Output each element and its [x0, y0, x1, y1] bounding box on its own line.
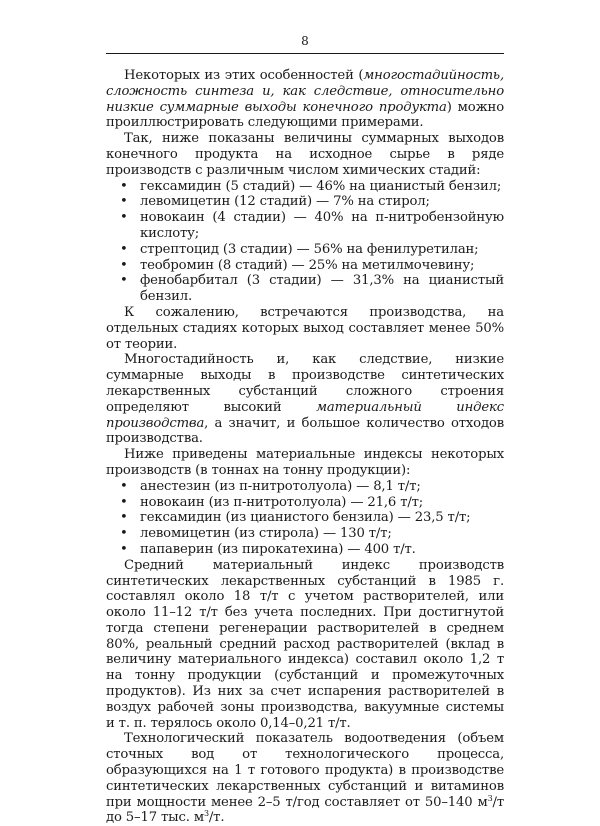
bullet-icon: • [120, 194, 128, 210]
list-item: • гексамидин (5 стадий) — 46% на цианистый бензил; [120, 178, 502, 194]
list-item: • левомицетин (из стирола) — 130 т/т; [120, 526, 392, 542]
bullet-icon: • [120, 510, 128, 526]
list-item: • новокаин (из п-нитротолуола) — 21,6 т/т; [120, 494, 424, 510]
italic-phrase: многостадийность, сложность синтеза и, как следствие, относительно низкие суммарные выходы конечного продукта [106, 68, 504, 115]
list-item: • фенобарбитал (3 стадии) — 31,3% на цианистый бензил. [120, 273, 504, 305]
italic-phrase: материальный индекс производства [106, 399, 504, 431]
paragraph-5: Ниже приведены материальные индексы некоторых производств (в тоннах на тонну продукции): [106, 447, 504, 478]
bullet-icon: • [120, 241, 128, 257]
list-item: • анестезин (из п-нитротолуола) — 8,1 т/т; [120, 478, 421, 494]
header-rule [106, 53, 504, 54]
list-item: • папаверин (из пирокатехина) — 400 т/т. [120, 541, 416, 557]
list-item: • теобромин (8 стадий) — 25% на метилмочевину; [120, 257, 475, 273]
list-item: • новокаин (4 стадии) — 40% на п-нитробензойную кислоту; [120, 210, 504, 241]
bullet-icon: • [120, 210, 128, 226]
yield-list [106, 179, 504, 305]
paragraph-7: Технологический показатель водоотведения (объем сточных вод от технологического процесса, образующихся на 1 т готового продукта) в производстве синтетических лекарственных субстанций и витаминов при мощности менее 2–5 т/год составляет от 50–140 $м^3/т$ до 5–17 тыс. $м^3/т$. [106, 731, 504, 826]
list-item: • стрептоцид (3 стадии) — 56% на фенилуретилан; [120, 241, 479, 257]
page-body [106, 68, 504, 826]
paragraph-3: К сожалению, встречаются производства, на отдельных стадиях которых выход составляет менее 50% от теории. [106, 304, 504, 352]
list-item: • левомицетин (12 стадий) — 7% на стирол; [120, 194, 430, 210]
bullet-icon: • [120, 526, 128, 542]
page-number: 8 [301, 34, 309, 48]
paragraph-6: Средний материальный индекс производств синтетических лекарственных субстанций в 1985 г. составлял около 18 т/т с учетом растворителей, или около 11–12 т/т без учета последних. При достигнутой тогда степени регенерации растворителей в среднем 80%, реальный средний расход растворителей (вклад в величину материального индекса) составил около 1,2 т на тонну продукции (субстанций и промежуточных продуктов). Из них за счет испарения растворителей в воздух рабочей зоны производства, вакуумные системы и т. п. терялось около 0,14–0,21 т/т. [106, 557, 504, 731]
list-item: • гексамидин (из цианистого бензила) — 23,5 т/т; [120, 510, 471, 526]
bullet-icon: • [120, 494, 128, 510]
bullet-icon: • [120, 273, 128, 289]
paragraph-1: Некоторых из этих особенностей (многостадийность, сложность синтеза и, как следствие, относительно низкие суммарные выходы конечного продукта) можно проиллюстрировать следующими примерами. [106, 68, 504, 131]
bullet-icon: • [120, 478, 128, 494]
bullet-icon: • [120, 257, 128, 273]
paragraph-2: Так, ниже показаны величины суммарных выходов конечного продукта на исходное сырье в ряде производств с различным числом химических стадий: [106, 131, 504, 178]
paragraph-4: Многостадийность и, как следствие, низкие суммарные выходы в производстве синтетических лекарственных субстанций сложного строения определяют высокий материальный индекс производства, а значит, и большое количество отходов производства. [106, 352, 504, 447]
bullet-icon: • [120, 178, 128, 194]
bullet-icon: • [120, 541, 128, 557]
material-index-list [106, 479, 504, 558]
